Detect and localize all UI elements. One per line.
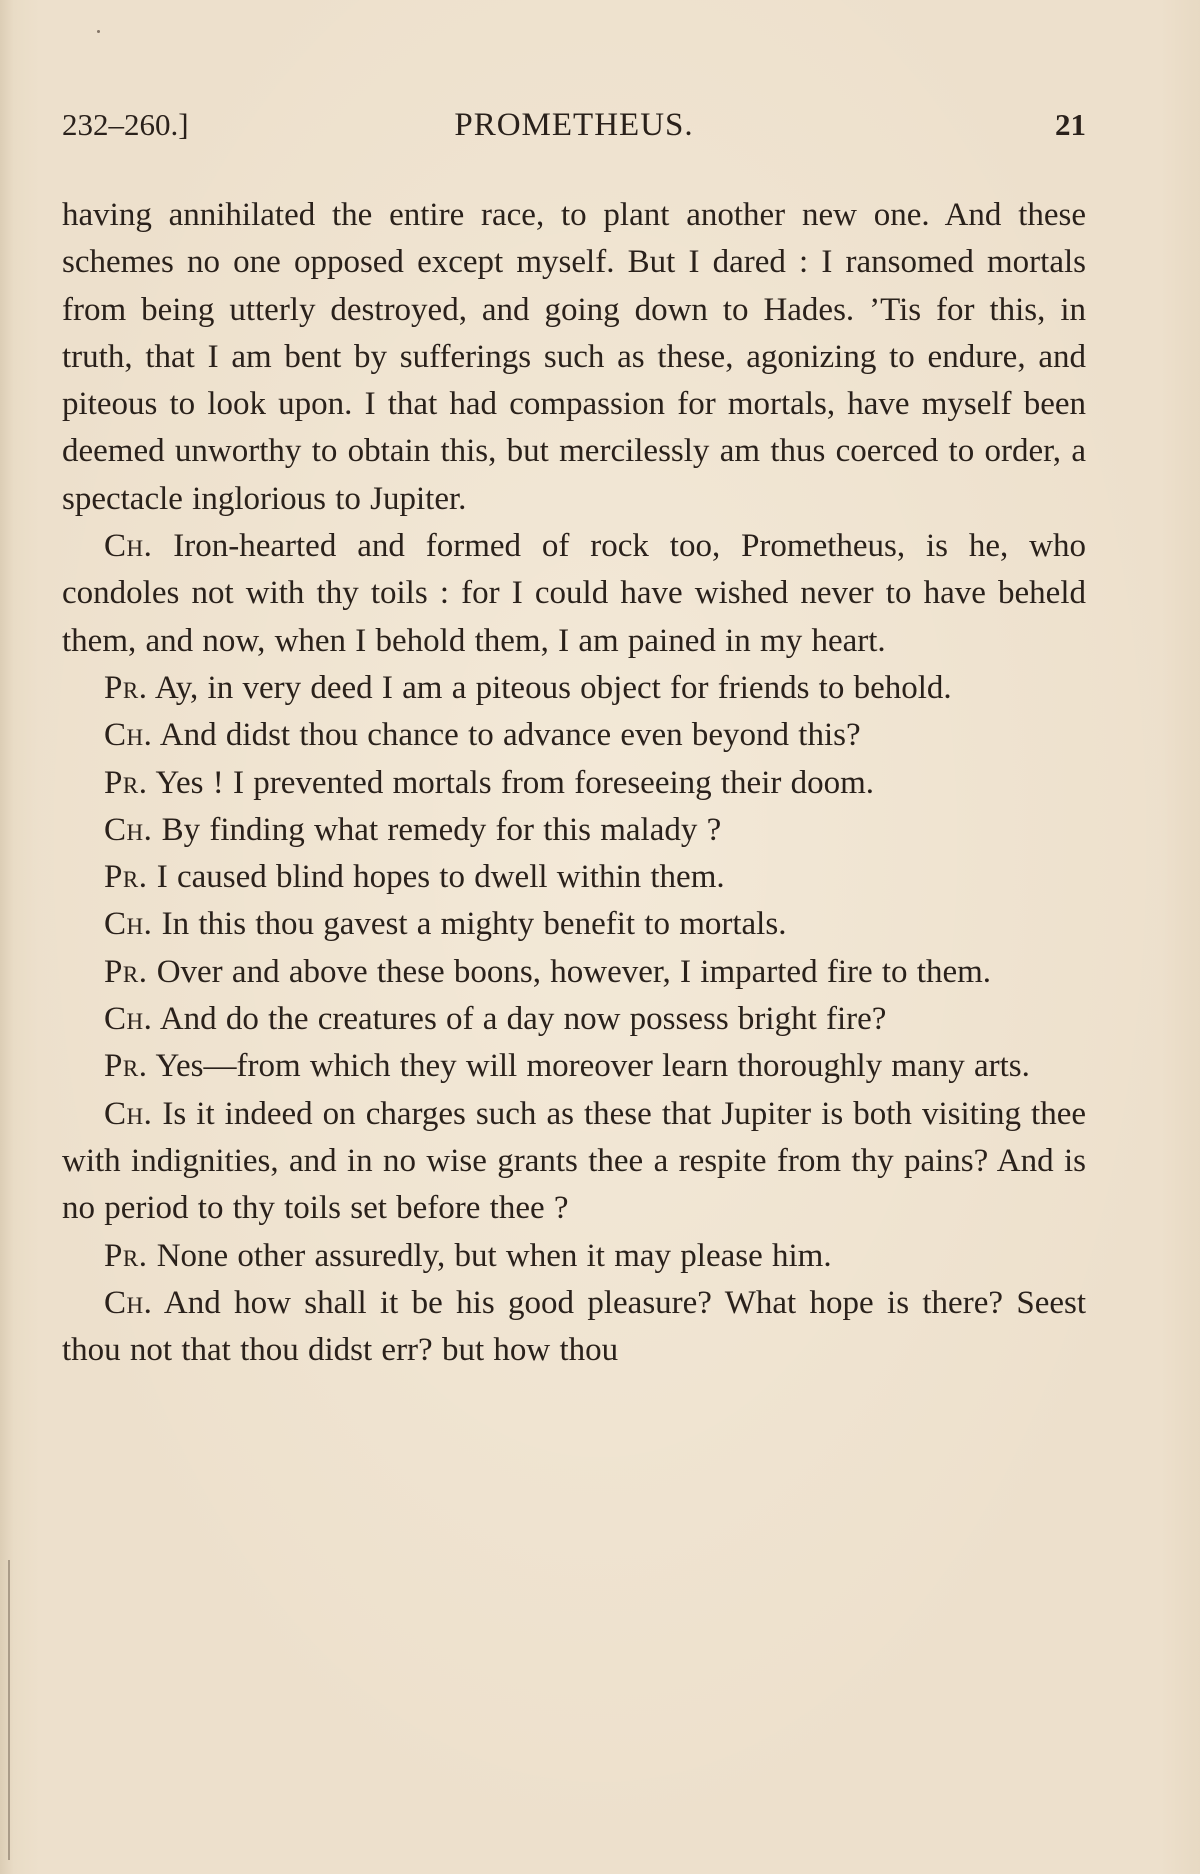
- paragraph: [62, 760, 1086, 807]
- paragraph: [62, 523, 1086, 665]
- line-range: 232–260.]: [62, 107, 189, 142]
- speaker-label: Ch.: [104, 1095, 153, 1132]
- paragraph: [62, 665, 1086, 712]
- paragraph-text: Is it indeed on charges such as these that Jupiter is both visiting thee with indignities, and in no wise grants thee a respite from thy pains? And is no period to thy toils set before thee ?: [62, 1095, 1086, 1227]
- page-number: 21: [1055, 107, 1086, 142]
- paragraph-text: Over and above these boons, however, I imparted fire to them.: [156, 953, 992, 990]
- paragraph: [62, 712, 1086, 759]
- paragraph: [62, 996, 1086, 1043]
- paragraph-text: Yes—from which they will moreover learn thoroughly many arts.: [155, 1048, 1030, 1085]
- paragraph-text: None other assuredly, but when it may please him.: [156, 1237, 832, 1274]
- running-header: [62, 100, 1086, 150]
- paragraph: [62, 854, 1086, 901]
- paragraph-text: In this thou gavest a mighty benefit to mortals.: [161, 906, 787, 943]
- speaker-label: Ch.: [104, 1284, 153, 1321]
- paragraph-text: I caused blind hopes to dwell within them.: [156, 859, 725, 896]
- paragraph: [62, 192, 1086, 523]
- paragraph-text: having annihilated the entire race, to plant another new one. And these schemes no one opposed except myself. But I dared : I ransomed mortals from being utterly destroyed, and going down to Hades. ’Tis for this, in truth, that I am bent by sufferings such as these, agonizing to endure, and piteous to look upon. I that had compassion for mortals, have myself been deemed unworthy to obtain this, but mercilessly am thus coerced to order, a spectacle inglorious to Jupiter.: [62, 197, 1086, 517]
- speaker-label: Pr.: [104, 859, 148, 896]
- speaker-label: Pr.: [104, 953, 148, 990]
- paragraph: [62, 1043, 1086, 1090]
- speaker-label: Ch.: [104, 1001, 153, 1038]
- paragraph: [62, 1280, 1086, 1375]
- paragraph: [62, 1233, 1086, 1280]
- speaker-label: Ch.: [104, 906, 153, 943]
- running-title: PROMETHEUS.: [454, 107, 694, 143]
- speaker-label: Pr.: [104, 1237, 148, 1274]
- paragraph-text: By finding what remedy for this malady ?: [161, 811, 722, 848]
- speaker-label: Pr.: [104, 764, 148, 801]
- speaker-label: Pr.: [104, 1048, 148, 1085]
- paragraph-text: And didst thou chance to advance even beyond this?: [159, 717, 861, 754]
- paragraph: [62, 1091, 1086, 1233]
- paragraph: [62, 807, 1086, 854]
- paragraph-text: Iron-hearted and formed of rock too, Prometheus, is he, who condoles not with thy toils : for I could have wished never to have beheld them, and now, when I behold them, I am pained in my heart.: [62, 528, 1087, 659]
- body-text: [62, 192, 1086, 1374]
- paragraph-text: Yes ! I prevented mortals from foreseeing their doom.: [155, 764, 875, 801]
- paragraph: [62, 949, 1086, 996]
- page-edge-shadow: [8, 1560, 10, 1860]
- speaker-label: Ch.: [104, 811, 153, 848]
- speaker-label: Pr.: [104, 669, 148, 706]
- paragraph-text: And do the creatures of a day now possess bright fire?: [159, 1001, 887, 1038]
- paper-speck: [97, 30, 100, 33]
- speaker-label: Ch.: [104, 717, 153, 754]
- speaker-label: Ch.: [104, 528, 153, 565]
- paragraph: [62, 901, 1086, 948]
- paragraph-text: Ay, in very deed I am a piteous object for friends to behold.: [154, 669, 952, 706]
- paragraph-text: And how shall it be his good pleasure? What hope is there? Seest thou not that thou didst err? but how thou: [62, 1284, 1086, 1369]
